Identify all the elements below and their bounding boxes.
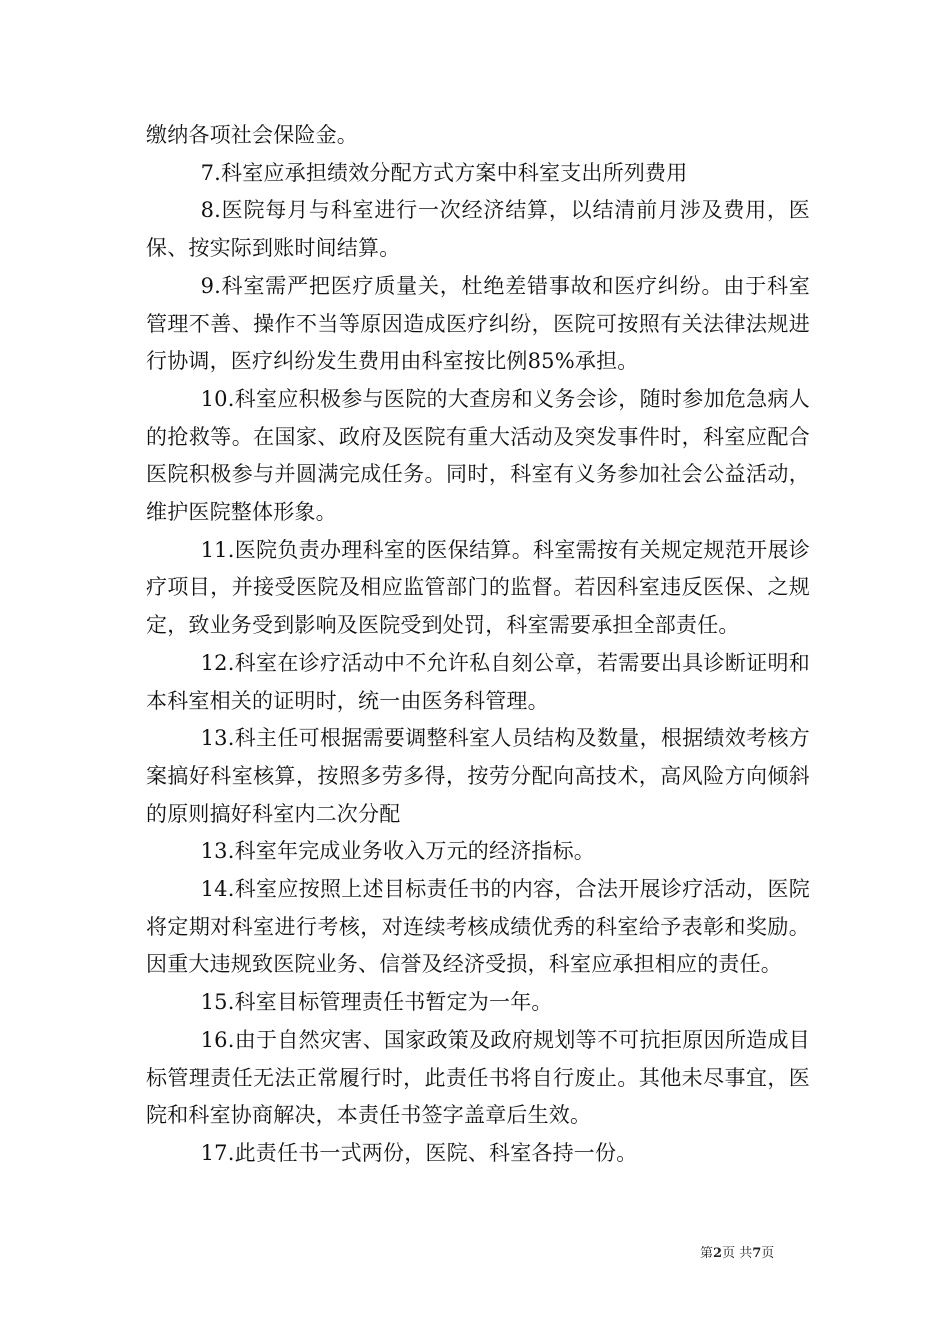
paragraph-item-7: 7.科室应承担绩效分配方式方案中科室支出所列费用	[200, 160, 688, 185]
paragraph-item-9: 9.科室需严把医疗质量关，杜绝差错事故和医疗纠纷。由于科室管理不善、操作不当等原因造成医疗纠纷，医院可按照有关法律法规进行协调，医疗纠纷发生费用由科室按比例85%承担。	[146, 273, 810, 374]
paragraph-item-17: 17.此责任书一式两份，医院、科室各持一份。	[200, 1140, 638, 1165]
page-number-footer	[700, 1246, 820, 1262]
paragraph-item-14: 14.科室应按照上述目标责任书的内容，合法开展诊疗活动，医院将定期对科室进行考核，对连续考核成绩优秀的科室给予表彰和奖励。因重大违规致医院业务、信誉及经济受损，科室应承担相应的责任。	[146, 877, 810, 977]
paragraph-item-13a: 13.科主任可根据需要调整科室人员结构及数量，根据绩效考核方案搞好科室核算，按照多劳多得，按劳分配向高技术，高风险方向倾斜的原则搞好科室内二次分配	[146, 726, 810, 826]
paragraph-item-13b: 13.科室年完成业务收入万元的经济指标。	[200, 839, 595, 864]
current-page-number: 2	[713, 1246, 723, 1261]
page-footer-middle: 页 共	[722, 1246, 753, 1261]
paragraph-item-11: 11.医院负责办理科室的医保结算。科室需按有关规定规范开展诊疗项目，并接受医院及相应监管部门的监督。若因科室违反医保、之规定，致业务受到影响及医院受到处罚，科室需要承担全部责任。	[146, 537, 810, 638]
paragraph-continuation: 缴纳各项社会保险金。	[146, 123, 358, 147]
paragraph-item-8: 8.医院每月与科室进行一次经济结算，以结清前月涉及费用，医保、按实际到账时间结算。	[146, 198, 810, 261]
paragraph-item-16: 16.由于自然灾害、国家政策及政府规划等不可抗拒原因所造成目标管理责任无法正常履行时，此责任书将自行废止。其他未尽事宜，医院和科室协商解决，本责任书签字盖章后生效。	[146, 1027, 810, 1128]
paragraph-item-15: 15.科室目标管理责任书暂定为一年。	[200, 990, 553, 1015]
total-pages-number: 7	[752, 1246, 762, 1261]
document-body	[146, 117, 810, 1173]
paragraph-item-10: 10.科室应积极参与医院的大查房和义务会诊，随时参加危急病人的抢救等。在国家、政府及医院有重大活动及突发事件时，科室应配合医院积极参与并圆满完成任务。同时，科室有义务参加社会公益活动，维护医院整体形象。	[146, 386, 810, 525]
page-footer-prefix: 第	[700, 1246, 714, 1261]
page-footer-suffix: 页	[761, 1246, 775, 1261]
paragraph-item-12: 12.科室在诊疗活动中不允许私自刻公章，若需要出具诊断证明和本科室相关的证明时，统一由医务科管理。	[146, 650, 810, 713]
